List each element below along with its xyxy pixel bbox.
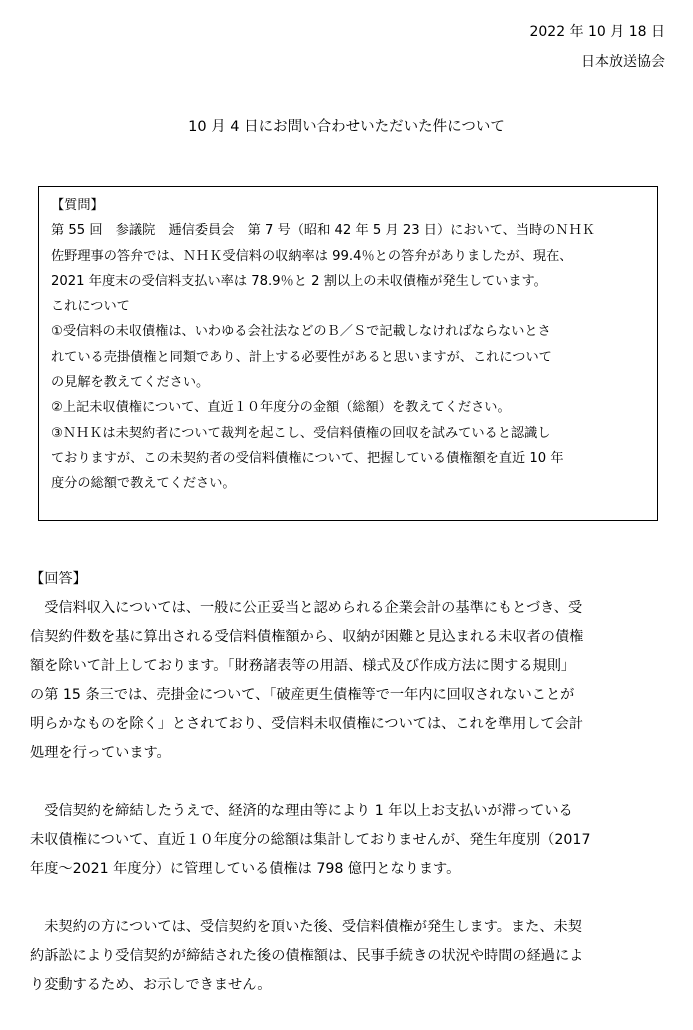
answer-paragraph-3 — [30, 913, 670, 1000]
answer-paragraph-1 — [30, 594, 670, 768]
answer-line: 明らかなものを除く」とされており、受信料未収債権については、これを準用して会計 — [30, 716, 584, 732]
paragraph-spacer — [30, 768, 670, 797]
question-line: 2021 年度末の受信料支払い率は 78.9％と 2 割以上の未収債権が発生しています。 — [51, 273, 547, 289]
answer-line: 受信料収入については、一般に公正妥当と認められる企業会計の基準にもとづき、受 — [30, 600, 583, 616]
answer-line: り変動するため、お示しできません。 — [30, 977, 272, 993]
question-line: れている売掛債権と同類であり、計上する必要性があると思いますが、これについて — [51, 349, 552, 365]
answer-line: の第 15 条三では、売掛金について、「破産更生債権等で一年内に回収されないことが — [30, 687, 575, 703]
question-heading: 【質問】 — [51, 198, 104, 213]
answer-line: 受信契約を締結したうえで、経済的な理由等により 1 年以上お支払いが滞っている — [30, 803, 573, 819]
answer-heading: 【回答】 — [30, 571, 87, 587]
question-line: 第 55 回 参議院 逓信委員会 第 7 号（昭和 42 年 5 月 23 日）において、当時のＮＨＫ — [51, 223, 595, 239]
question-line: の見解を教えてください。 — [51, 375, 210, 391]
question-line: ③ＮＨＫは未契約者について裁判を起こし、受信料債権の回収を試みていると認識し — [51, 425, 551, 441]
question-line: ②上記未収債権について、直近１０年度分の金額（総額）を教えてください。 — [51, 400, 511, 416]
question-line: 佐野理事の答弁では、ＮＨＫ受信料の収納率は 99.4％との答弁がありましたが、現在、 — [51, 248, 573, 264]
question-line: ておりますが、この未契約者の受信料債権について、把握している債権額を直近 10 年 — [51, 450, 564, 466]
question-box — [38, 186, 658, 521]
answer-line: 処理を行っています。 — [30, 745, 171, 761]
question-line: これについて — [51, 299, 130, 315]
answer-line: 未収債権について、直近１０年度分の総額は集計しておりませんが、発生年度別（2017 — [30, 832, 591, 848]
paragraph-spacer — [30, 884, 670, 913]
answer-paragraph-2 — [30, 797, 670, 884]
answer-line: 未契約の方については、受信契約を頂いた後、受信料債権が発生します。また、未契 — [30, 919, 582, 935]
document-date: 2022 年 10 月 18 日 — [529, 24, 665, 40]
organization-name: 日本放送協会 — [581, 54, 665, 70]
answer-section — [30, 565, 670, 1000]
answer-line: 約訴訟により受信契約が締結された後の債権額は、民事手続きの状況や時間の経過によ — [30, 948, 584, 964]
answer-line: 額を除いて計上しております。「財務諸表等の用語、様式及び作成方法に関する規則」 — [30, 658, 576, 674]
question-line: ①受信料の未収債権は、いわゆる会社法などのＢ／Ｓで記載しなければならないとさ — [51, 324, 551, 340]
answer-line: 信契約件数を基に算出される受信料債権額から、収納が困難と見込まれる未収者の債権 — [30, 629, 584, 645]
document-subject: 10 月 4 日にお問い合わせいただいた件について — [188, 119, 505, 135]
question-line: 度分の総額で教えてください。 — [51, 476, 236, 492]
answer-line: 年度～2021 年度分）に管理している債権は 798 億円となります。 — [30, 861, 461, 877]
